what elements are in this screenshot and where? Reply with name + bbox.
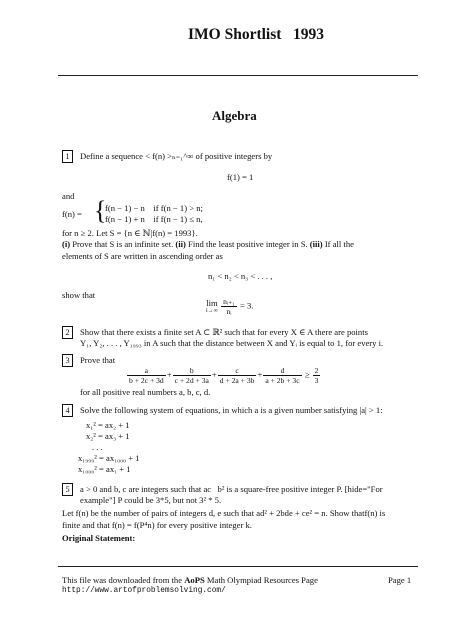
p5-line2: example"] P could be 3*5, but not 3² * 5. — [80, 495, 222, 505]
p1-case2: f(n − 1) + n if f(n − 1) ≤ n, — [105, 214, 203, 224]
p1-lim-sub: i→∞ — [206, 307, 218, 314]
p3-frac2-den: c + 2d + 3a — [174, 376, 209, 385]
p1-lim-num: nᵢ₊₁ — [223, 297, 235, 306]
footer-text-pre: This file was downloaded from the — [62, 575, 185, 585]
p1-q-iii-text: If all the — [322, 239, 354, 249]
p3-rhs-num: 2 — [314, 366, 319, 375]
problem-number-5: 5 — [62, 483, 73, 496]
p5-line1: a > 0 and b, c are integers such that ac b² is a square-free positive integer P. [hide="For — [80, 484, 383, 494]
problem-number-4: 4 — [62, 404, 73, 417]
problem-number-3: 3 — [62, 354, 73, 367]
p1-q-iii: (iii) — [309, 239, 323, 249]
p4-eq-2: x₂² = ax₃ + 1 — [86, 431, 130, 441]
p3-frac4-den: a + 2b + 3c — [265, 376, 300, 385]
p1-line1: Define a sequence < f(n) >ₙ₌₁^∞ of positive integers by — [80, 151, 273, 161]
p5-original-statement: Original Statement: — [62, 533, 136, 543]
p1-lim: lim — [206, 297, 218, 308]
p3-inequality: $\frac{a}{b + 2c + 3d}$ + $\frac{b}{c + 2d + 3a}$ + $\frac{c}{d + 2a + 3b}$ + $\frac{d}{a + 2b + 3c}$ ≥ $\frac{2}{3}$ — [129, 366, 319, 385]
p3-frac4-num: d — [263, 366, 301, 376]
p1-line4: elements of S are written in ascending order as — [62, 251, 223, 261]
document-title: IMO Shortlist 1993 — [188, 26, 325, 43]
footer-text-post: Math Olympiad Resources Page — [204, 575, 318, 585]
p3-frac2-num: b — [173, 366, 211, 376]
p3-line1: Prove that — [80, 355, 116, 365]
p1-eq1: f(1) = 1 — [227, 172, 254, 182]
p1-q-i-text: Prove that S is an infinite set. — [70, 239, 176, 249]
p3-frac1-num: a — [127, 366, 166, 376]
p4-eq-3: x₁₉₉₉² = ax₁₀₀₀ + 1 — [78, 453, 140, 463]
p2-line1: Show that there exists a finite set A ⊂ ℝ² such that for every X ∈ A there are points — [80, 327, 368, 337]
p4-eq-1: x₁² = ax₂ + 1 — [86, 420, 130, 430]
p1-eq2: n₁ < n₂ < n₃ < . . . , — [208, 271, 273, 281]
footer-url-link[interactable]: http://www.artofproblemsolving.com/ — [62, 587, 226, 595]
footer-aops: AoPS — [184, 575, 205, 585]
p1-limit — [206, 297, 253, 316]
p4-line1: Solve the following system of equations, in which a is a given number satisfying |a| > 1: — [80, 405, 383, 415]
p1-q-i: (i) — [62, 239, 71, 249]
footer-text — [62, 575, 318, 586]
p1-lim-rhs: = 3. — [239, 300, 254, 311]
p5-line4: finite and that f(n) = f(P⁴n) for every positive integer k. — [62, 520, 252, 530]
p3-frac3-den: d + 2a + 3b — [219, 376, 255, 385]
p1-and: and — [62, 191, 75, 201]
section-title: Algebra — [212, 108, 257, 123]
header-rule — [58, 75, 418, 76]
p1-show-that: show that — [62, 290, 96, 300]
p1-fn-lhs: f(n) = — [62, 209, 82, 219]
p3-line2: for all positive real numbers a, b, c, d. — [80, 387, 211, 397]
p2-line2: Y₁, Y₂, . . . , Y₁₉₉₃ in A such that the distance between X and Yᵢ is equal to 1, for every i. — [80, 338, 384, 348]
p5-line3: Let f(n) be the number of pairs of integers d, e such that ad² + 2bde + ce² = n. Show thatf(n) is — [62, 508, 386, 518]
problem-number-2: 2 — [62, 326, 73, 339]
p1-line3 — [62, 239, 354, 250]
problem-number-1: 1 — [62, 150, 73, 163]
p1-brace: { — [94, 196, 107, 225]
p1-q-ii-text: Find the least positive integer in S. — [185, 239, 310, 249]
p1-case1: f(n − 1) − n if f(n − 1) > n; — [105, 203, 203, 213]
p1-lim-den: nᵢ — [226, 307, 232, 316]
p4-eq-dots: . . . — [92, 442, 103, 452]
p1-line2: for n ≥ 2. Let S = {n ∈ ℕ|f(n) = 1993}. — [62, 228, 198, 238]
p3-rhs-den: 3 — [314, 376, 319, 385]
p4-eq-4: x₁₀₀₀² = ax₁ + 1 — [78, 464, 131, 474]
p3-ge: ≥ — [304, 369, 310, 380]
p1-q-ii: (ii) — [175, 239, 186, 249]
p3-frac3-num: c — [218, 366, 257, 376]
page-number: Page 1 — [388, 575, 412, 585]
p3-frac1-den: b + 2c + 3d — [129, 376, 164, 385]
footer-rule — [58, 566, 418, 567]
